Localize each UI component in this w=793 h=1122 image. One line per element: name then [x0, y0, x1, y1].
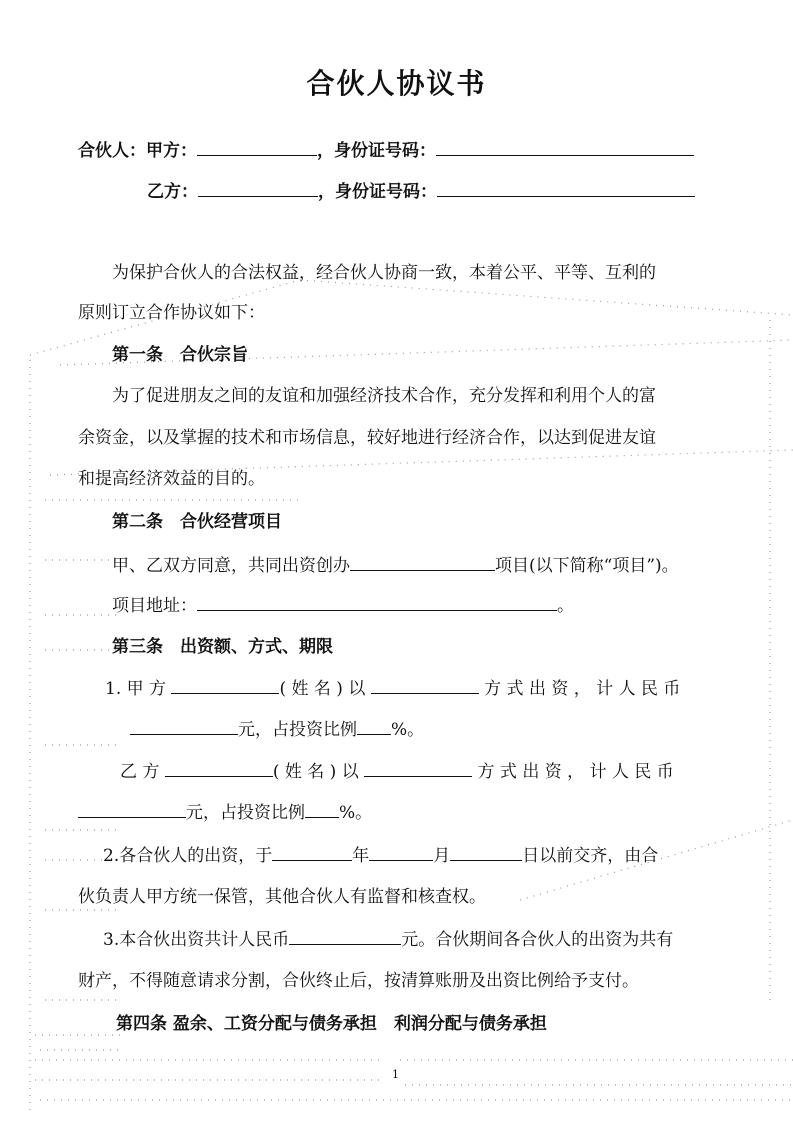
party-b-line: [147, 178, 695, 204]
article-3-item-1-b: [120, 760, 674, 784]
party-a-contrib-method-field[interactable]: [371, 677, 479, 694]
party-b-percent: %。: [339, 803, 373, 823]
project-name-field[interactable]: [350, 552, 495, 571]
party-a-ratio-label: 元，占投资比例: [238, 720, 357, 740]
party-b-contrib-label: 乙 方: [120, 762, 160, 782]
article-1-heading: 第一条 合伙宗旨: [112, 345, 248, 365]
preamble-line-1: 为保护合伙人的合法权益，经合伙人协商一致，本着公平、平等、互利的: [112, 263, 656, 283]
party-a-name-field[interactable]: [197, 137, 317, 156]
page-number: 1: [392, 1068, 399, 1081]
party-b-id-field[interactable]: [437, 178, 695, 197]
item-3-text-a: 3.本合伙出资共计人民币: [103, 930, 290, 950]
article-4-heading: 第四条 盈余、工资分配与债务承担 利润分配与债务承担: [116, 1014, 547, 1034]
party-a-id-field[interactable]: [436, 137, 694, 156]
party-b-contrib-method-field[interactable]: [364, 760, 472, 777]
item-3-text-b: 元。合伙期间各合伙人的出资为共有: [401, 930, 674, 950]
party-b-contrib-name-field[interactable]: [165, 760, 273, 777]
day-field[interactable]: [450, 844, 522, 861]
item-2-text-d: 日以前交齐，由合: [522, 846, 659, 866]
party-a-id-label: ，身份证号码：: [317, 141, 436, 161]
article-2-line-2: [112, 594, 574, 618]
article-3-item-3-line-2: 财产，不得随意请求分割，合伙终止后，按清算账册及出资比例给予支付。: [78, 971, 639, 991]
article-2-text-b: 项目(以下简称“项目”)。: [495, 556, 679, 576]
article-3-item-1-a: [105, 677, 680, 701]
party-b-label: 乙方：: [147, 182, 198, 202]
party-b-amount-field[interactable]: [78, 801, 186, 818]
party-b-ratio-field[interactable]: [305, 801, 339, 818]
article-3-item-1-b-cont: [78, 801, 372, 825]
party-a-contrib-name-label: ( 姓 名 ) 以: [279, 679, 366, 699]
project-address-field[interactable]: [197, 594, 557, 611]
party-a-contrib-name-field[interactable]: [171, 677, 279, 694]
article-3-item-1-a-cont: [130, 718, 424, 742]
document-title: 合伙人协议书: [306, 67, 487, 100]
total-amount-field[interactable]: [289, 928, 401, 945]
article-2-heading: 第二条 合伙经营项目: [112, 512, 282, 532]
party-a-line: [78, 137, 694, 163]
party-b-contrib-name-label: ( 姓 名 ) 以: [272, 762, 359, 782]
article-2-line-1: [112, 552, 679, 578]
article-1-line-1: 为了促进朋友之间的友谊和加强经济技术合作，充分发挥和利用个人的富: [112, 386, 656, 406]
article-2-text-a: 甲、乙双方同意，共同出资创办: [112, 556, 350, 576]
item-2-text-a: 2.各合伙人的出资，于: [103, 846, 273, 866]
party-a-contrib-method-label: 方 式 出 资 ， 计 人 民 币: [484, 679, 681, 699]
article-2-period: 。: [557, 596, 574, 616]
party-a-ratio-field[interactable]: [357, 718, 391, 735]
article-1-line-3: 和提高经济效益的目的。: [78, 469, 265, 489]
article-3-item-2: [103, 844, 658, 868]
year-label: 年: [352, 846, 370, 866]
article-3-item-3: [103, 928, 673, 952]
month-field[interactable]: [369, 844, 433, 861]
party-b-id-label: ，身份证号码：: [318, 182, 437, 202]
year-field[interactable]: [272, 844, 352, 861]
party-a-percent: %。: [391, 720, 425, 740]
party-b-contrib-method-label: 方 式 出 资 ， 计 人 民 币: [477, 762, 674, 782]
article-3-heading: 第三条 出资额、方式、期限: [112, 637, 333, 657]
party-a-amount-field[interactable]: [130, 718, 238, 735]
party-a-label: 甲方：: [146, 141, 197, 161]
project-address-label: 项目地址：: [112, 596, 197, 616]
party-b-name-field[interactable]: [198, 178, 318, 197]
article-1-line-2: 余资金，以及掌握的技术和市场信息，较好地进行经济合作，以达到促进友谊: [78, 428, 656, 448]
article-3-item-2-line-2: 伙负责人甲方统一保管，其他合伙人有监督和核查权。: [78, 887, 486, 907]
party-b-ratio-label: 元，占投资比例: [186, 803, 305, 823]
partners-label: 合伙人：: [78, 141, 146, 161]
party-a-contrib-label: 1. 甲 方: [105, 679, 167, 699]
preamble-line-2: 原则订立合作协议如下：: [78, 303, 265, 323]
month-label: 月: [433, 846, 451, 866]
